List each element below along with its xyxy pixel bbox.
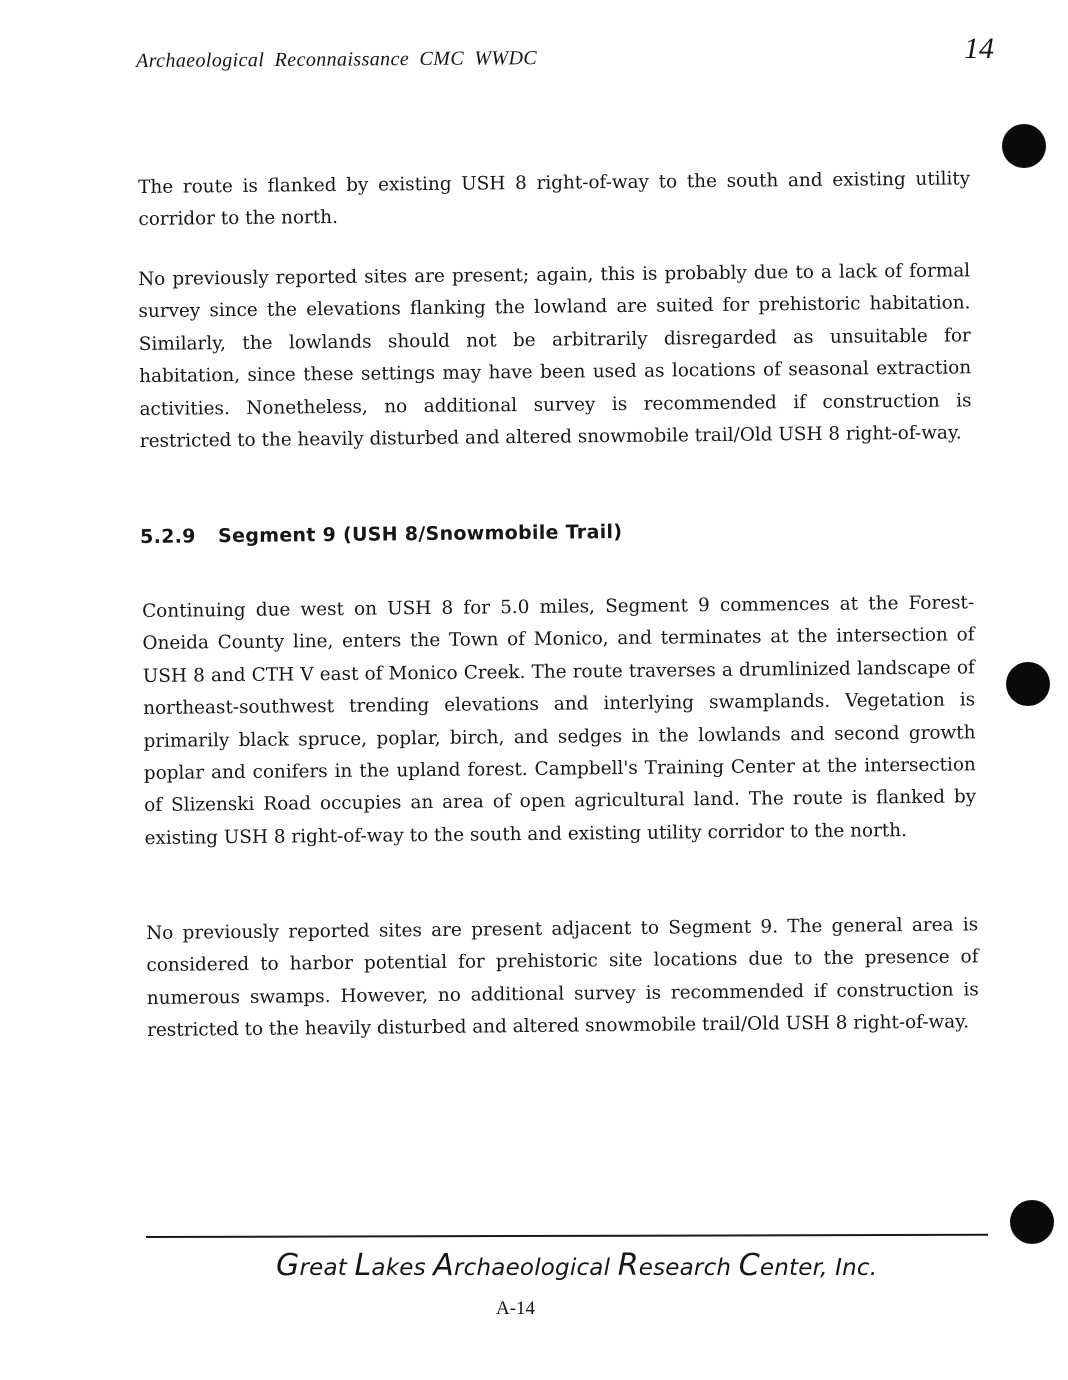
org-word-rest: esearch: [638, 1255, 739, 1281]
section-paragraph: No previously reported sites are present adjacent to Segment 9. The general area is considered to harbor potential for prehistoric site locations due to the presence of numerous swamps. However, no additional survey is recommended if construction is restricted to the heavily disturbed and altered snowmobile trail/Old USH 8 right-of-way.: [146, 914, 979, 1042]
org-word-cap: R: [617, 1248, 639, 1283]
org-word-rest: rchaeological: [454, 1255, 618, 1281]
org-word-rest: reat: [299, 1255, 355, 1281]
paragraph-block-1: [138, 163, 971, 237]
org-word-cap: G: [276, 1248, 300, 1283]
org-word-cap: A: [433, 1248, 454, 1283]
binder-hole-bottom: [1010, 1200, 1054, 1244]
section-paragraph: Continuing due west on USH 8 for 5.0 miles, Segment 9 commences at the Forest-Oneida County line, enters the Town of Monico, and terminates at the intersection of USH 8 and CTH V east of Monico Creek. The route traverses a drumlinized landscape of northeast-southwest trending elevations and interlying swamplands. Vegetation is primarily black spruce, poplar, birch, and sedges in the lowlands and second growth poplar and conifers in the upland forest. Campbell's Training Center at the intersection of Slizenski Road occupies an area of open agricultural land. The route is flanked by existing USH 8 right-of-way to the south and existing utility corridor to the north.: [142, 592, 977, 849]
footer-divider: [146, 1234, 988, 1238]
footer-organization-name: [276, 1248, 896, 1283]
body-paragraph: The route is flanked by existing USH 8 right-of-way to the south and existing utility corridor to the north.: [138, 168, 971, 231]
org-word-rest: akes: [371, 1255, 434, 1281]
section-number: 5.2.9: [140, 525, 196, 548]
paragraph-block-4: [146, 909, 979, 1047]
footer-page-label: A-14: [496, 1298, 536, 1319]
paragraph-block-2: [138, 255, 972, 458]
page-number: 14: [964, 32, 994, 65]
section-title: Segment 9 (USH 8/Snowmobile Trail): [217, 520, 623, 548]
binder-hole-middle: [1006, 662, 1050, 706]
paragraph-block-3: [142, 587, 977, 855]
binder-hole-top: [1002, 124, 1046, 168]
org-word-cap: C: [738, 1248, 760, 1283]
running-header-title: Archaeological Reconnaissance CMC WWDC: [136, 47, 538, 72]
org-word-rest: enter, Inc.: [759, 1255, 878, 1281]
org-word-cap: L: [354, 1248, 372, 1283]
section-heading: [140, 521, 622, 548]
body-paragraph: No previously reported sites are present; again, this is probably due to a lack of formal survey since the elevations flanking the lowland are suited for prehistoric habitation. Similarly, the lowlands should not be arbitrarily disregarded as unsuitable for habitation, since these settings may have been used as locations of seasonal extraction activities. Nonetheless, no additional survey is recommended if construction is restricted to the heavily disturbed and altered snowmobile trail/Old USH 8 right-of-way.: [138, 260, 972, 453]
